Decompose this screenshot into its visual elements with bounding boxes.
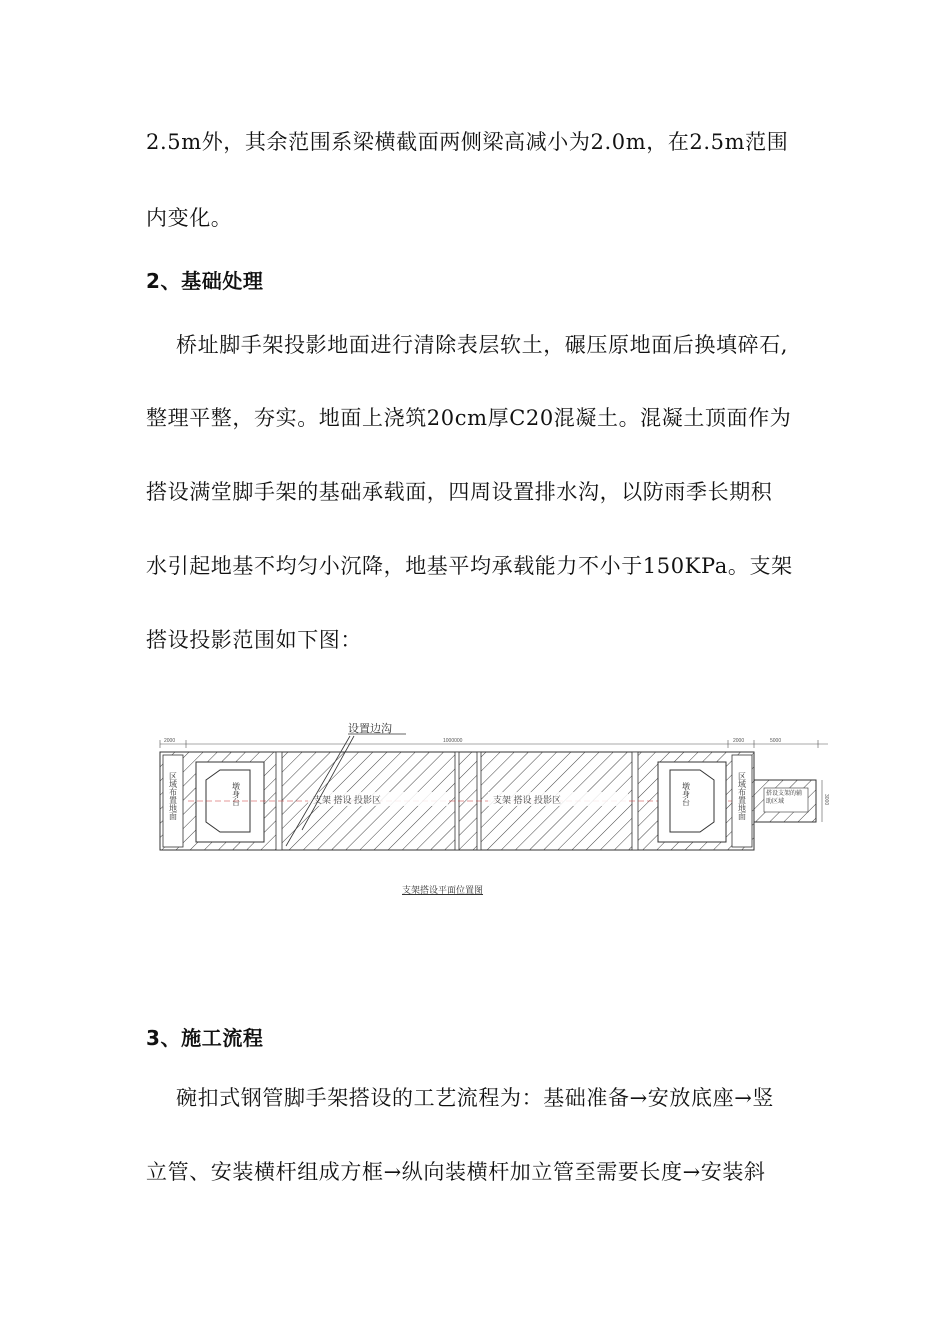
- paragraph-line: 水引起地基不均匀小沉降，地基平均承载能力不小于150KPa。支架: [146, 554, 793, 578]
- callout-label: 设置边沟: [348, 723, 392, 735]
- right-box-label: 搭设支架的辅助区域: [766, 791, 803, 805]
- left-pier-label: 墩身台: [231, 782, 241, 806]
- paragraph-line: 碗扣式钢管脚手架搭设的工艺流程为：基础准备→安放底座→竖: [176, 1086, 774, 1110]
- right-side-dim: 3000: [823, 794, 829, 806]
- right-pier-label: 墩身台: [681, 782, 691, 806]
- paragraph-line: 内变化。: [146, 206, 233, 230]
- site-plan-figure: [158, 712, 830, 902]
- paragraph-line: 整理平整，夯实。地面上浇筑20cm厚C20混凝土。混凝土顶面作为: [146, 406, 792, 430]
- paragraph-line: 搭设满堂脚手架的基础承载面，四周设置排水沟，以防雨季长期积: [146, 480, 773, 504]
- dim-label-right1: 2000: [733, 738, 745, 744]
- dimension-line: [160, 740, 828, 748]
- paragraph-line: 搭设投影范围如下图：: [146, 628, 362, 652]
- zone-label-2: 支架 搭设 投影区: [493, 795, 562, 805]
- right-strip-label: 区域布置地面: [737, 772, 747, 820]
- zone-label-1: 支架 搭设 投影区: [313, 795, 382, 805]
- dim-label-left: 2000: [164, 738, 176, 744]
- section-heading: 3、施工流程: [146, 1026, 264, 1050]
- section-heading: 2、基础处理: [146, 269, 264, 293]
- paragraph-line: 立管、安装横杆组成方框→纵向装横杆加立管至需要长度→安装斜: [146, 1160, 766, 1184]
- dim-label-right2: 5000: [770, 738, 782, 744]
- left-strip-label: 区域布置地面: [168, 772, 178, 820]
- paragraph-line: 2.5m外，其余范围系梁横截面两侧梁高减小为2.0m，在2.5m范围: [146, 130, 789, 154]
- paragraph-line: 桥址脚手架投影地面进行清除表层软土，碾压原地面后换填碎石,: [176, 333, 789, 357]
- figure-caption: 支架搭设平面位置图: [402, 886, 484, 896]
- dim-label-middle: 1000000: [443, 738, 463, 744]
